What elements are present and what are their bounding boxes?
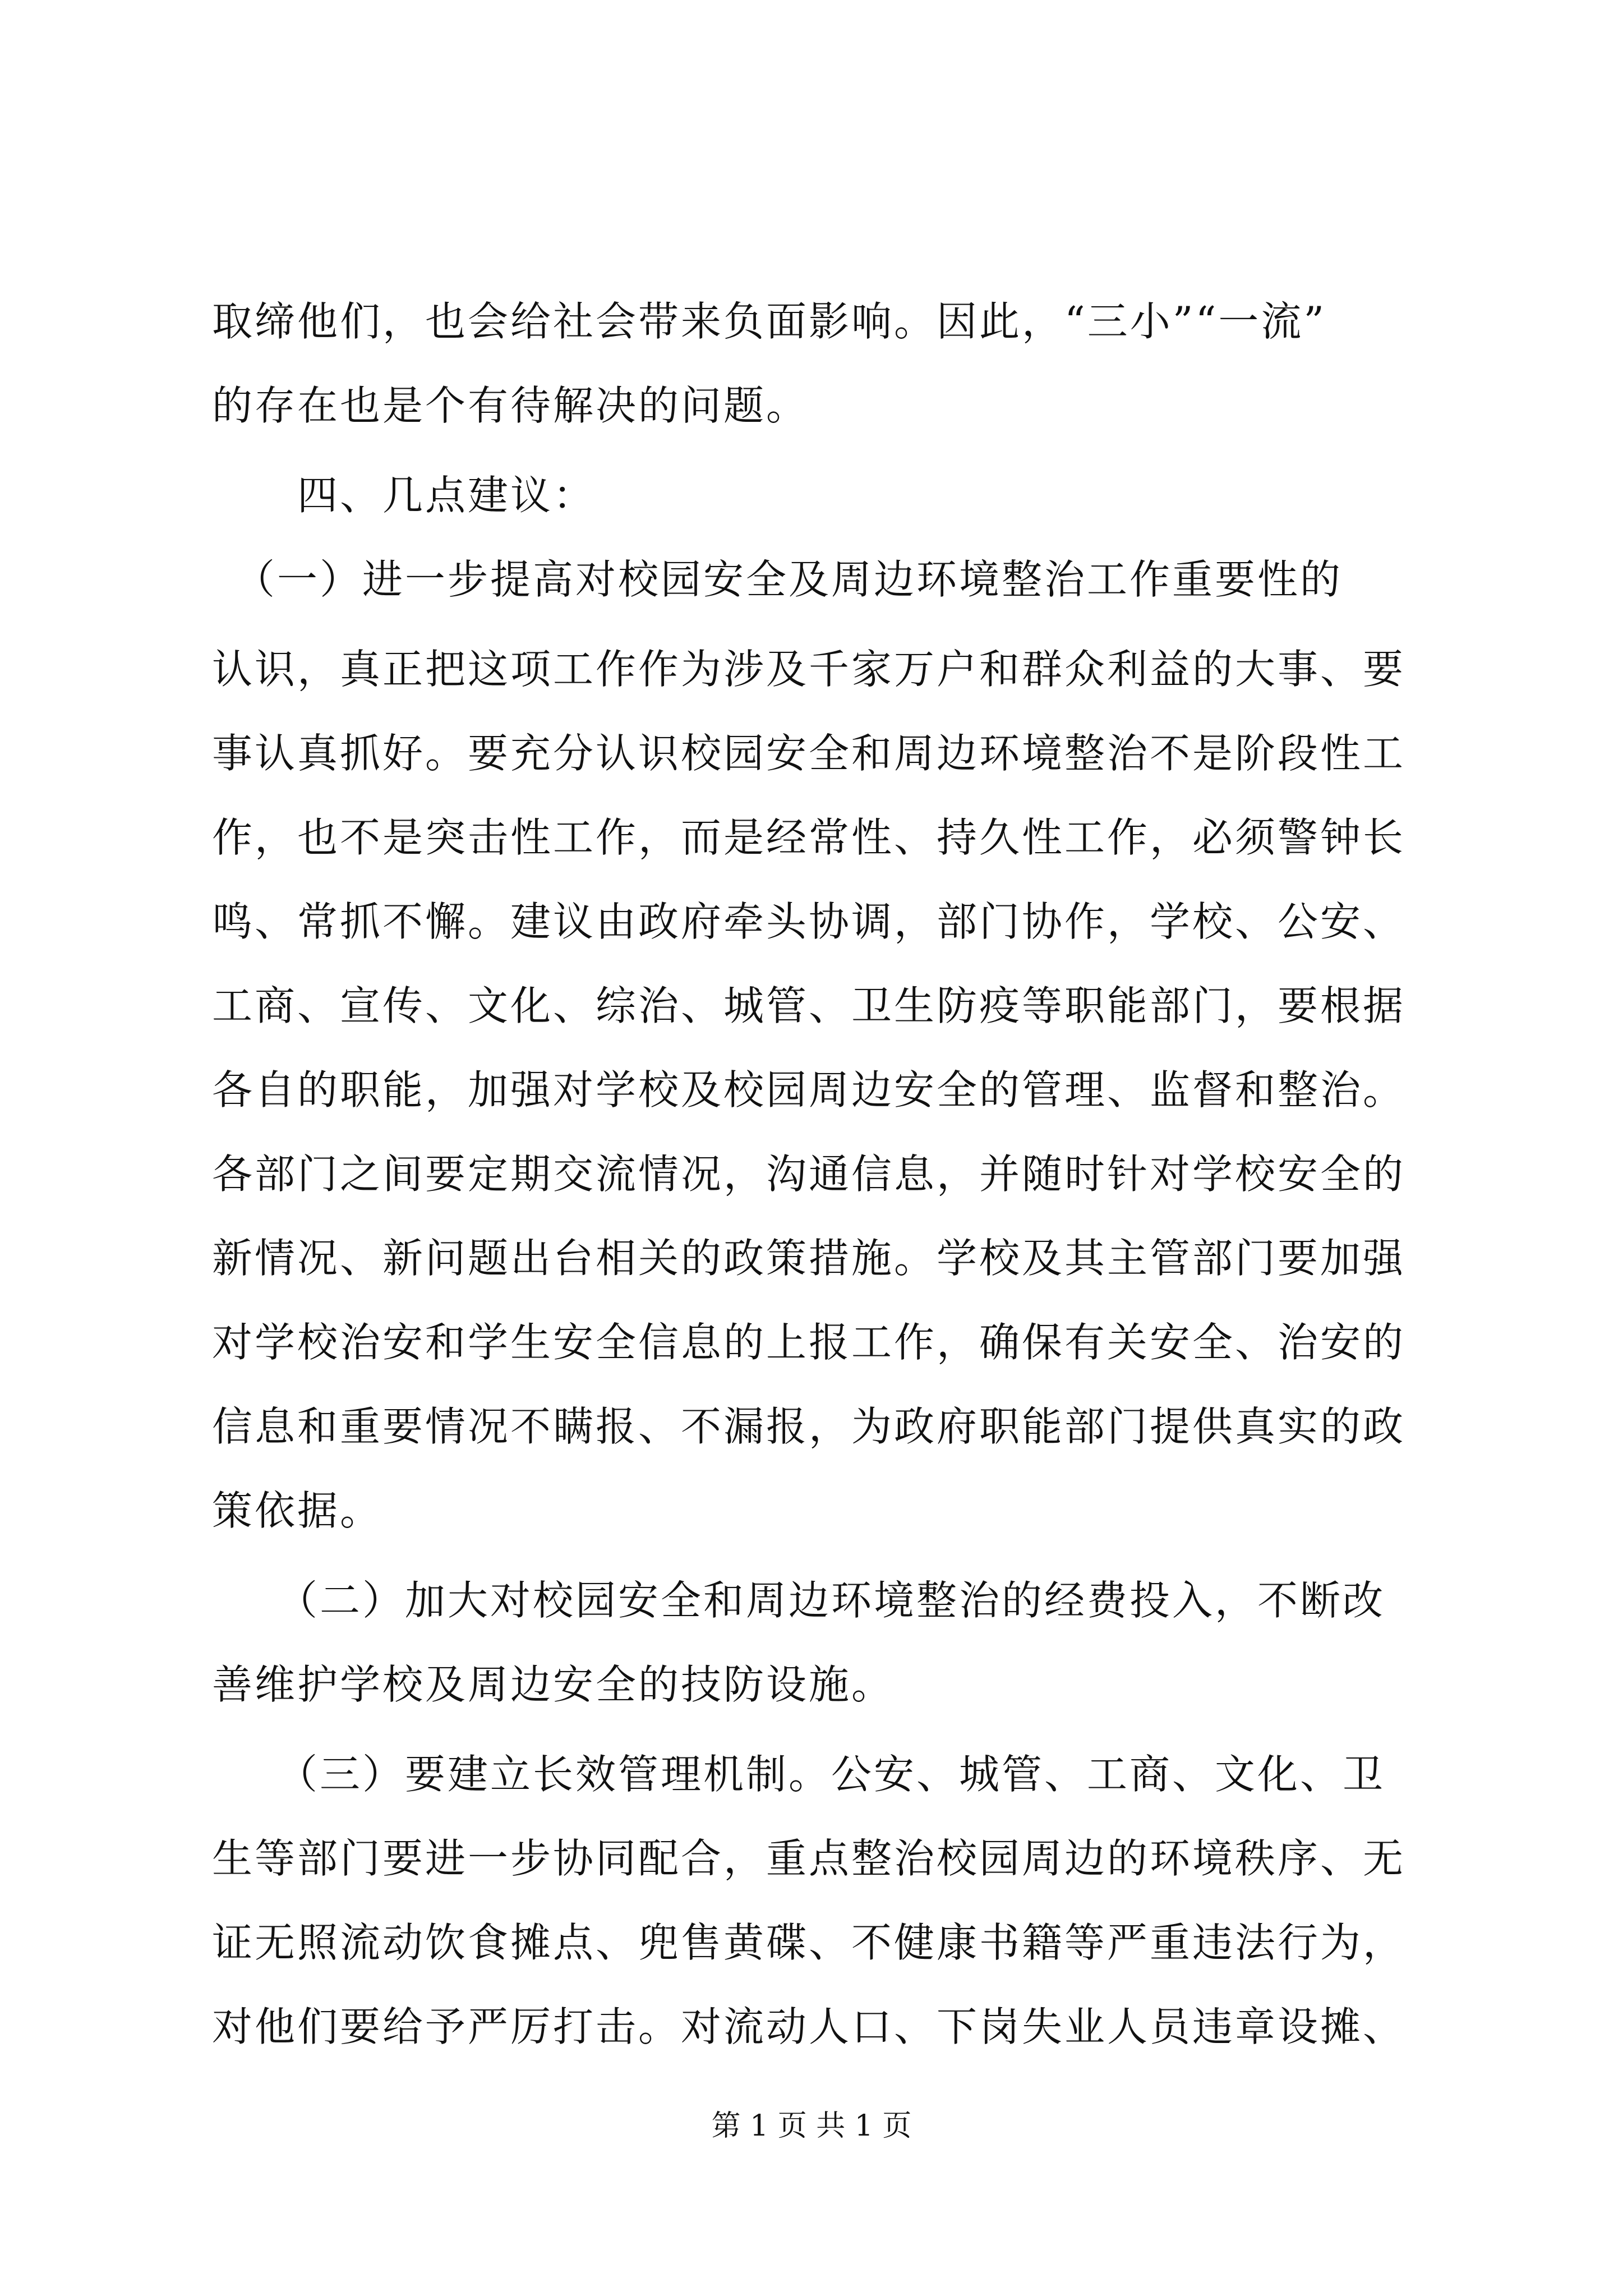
- text-line: （一）进一步提高对校园安全及周边环境整治工作重要性的: [212, 556, 1343, 603]
- text-line: 鸣、常抓不懈。建议由政府牵头协调，部门协作，学校、公安、: [212, 898, 1406, 945]
- text-line: 对他们要给予严厉打击。对流动人口、下岗失业人员违章设摊、: [212, 2003, 1406, 2050]
- text-line: （三）要建立长效管理机制。公安、城管、工商、文化、卫: [212, 1751, 1386, 1798]
- text-line: 新情况、新问题出台相关的政策措施。学校及其主管部门要加强: [212, 1235, 1406, 1282]
- text-line: 取缔他们，也会给社会带来负面影响。因此，“三小”“一流”: [212, 298, 1327, 345]
- text-line: 工商、宣传、文化、综治、城管、卫生防疫等职能部门，要根据: [212, 982, 1406, 1029]
- page-number: 第 1 页 共 1 页: [711, 2109, 912, 2143]
- text-line: 的存在也是个有待解决的问题。: [212, 382, 809, 429]
- text-line: 各自的职能，加强对学校及校园周边安全的管理、监督和整治。: [212, 1066, 1406, 1114]
- text-line: （二）加大对校园安全和周边环境整治的经费投入，不断改: [212, 1577, 1386, 1624]
- text-line: 对学校治安和学生安全信息的上报工作，确保有关安全、治安的: [212, 1319, 1406, 1366]
- text-line: 认识，真正把这项工作作为涉及千家万户和群众利益的大事、要: [212, 646, 1406, 693]
- text-line: 事认真抓好。要充分认识校园安全和周边环境整治不是阶段性工: [212, 730, 1406, 777]
- section-heading: 四、几点建议：: [212, 472, 596, 519]
- text-line: 生等部门要进一步协同配合，重点整治校园周边的环境秩序、无: [212, 1835, 1406, 1882]
- text-line: 作，也不是突击性工作，而是经常性、持久性工作，必须警钟长: [212, 814, 1406, 861]
- text-line: 证无照流动饮食摊点、兜售黄碟、不健康书籍等严重违法行为，: [212, 1919, 1406, 1966]
- text-line: 各部门之间要定期交流情况，沟通信息，并随时针对学校安全的: [212, 1151, 1406, 1198]
- text-line: 策依据。: [212, 1487, 383, 1534]
- text-line: 信息和重要情况不瞒报、不漏报，为政府职能部门提供真实的政: [212, 1403, 1406, 1450]
- text-line: 善维护学校及周边安全的技防设施。: [212, 1661, 895, 1708]
